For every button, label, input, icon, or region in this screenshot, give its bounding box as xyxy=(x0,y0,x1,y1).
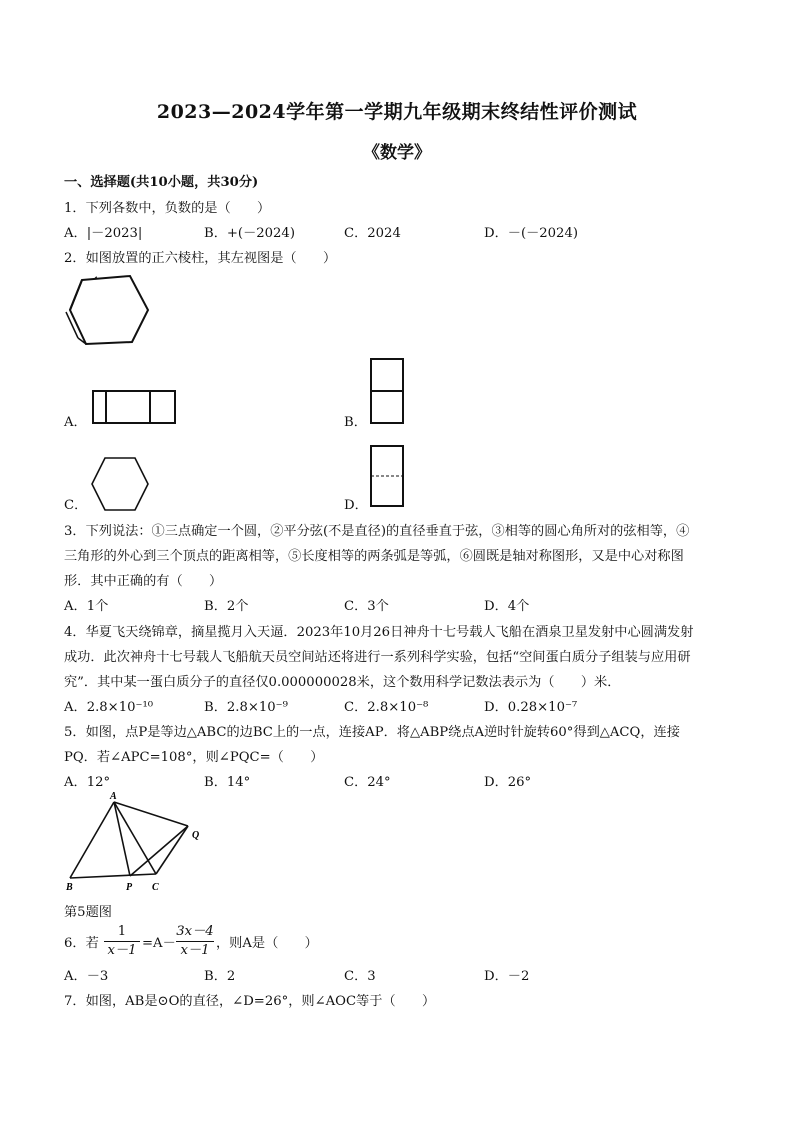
q2-option-a: A． xyxy=(64,415,87,430)
q2-option-d: D． xyxy=(344,498,368,513)
q6-option-b: B．2 xyxy=(204,969,236,984)
exam-title: 2023—2024学年第一学期九年级期末终结性评价测试 xyxy=(156,101,638,123)
q1-option-b: B．+(－2024) xyxy=(204,226,295,241)
q1-option-d: D．－(－2024) xyxy=(484,226,578,241)
q6-middle: =A－ xyxy=(142,936,176,951)
q6-fraction-1 xyxy=(104,924,140,959)
q5-line-1: 5．如图，点P是等边△ABC的边BC上的一点，连接AP．将△ABP绕点A逆时针旋转60°得到△ACQ，连接 xyxy=(64,725,680,740)
q6-fraction-2 xyxy=(176,924,214,959)
q3-option-a: A．1个 xyxy=(64,599,109,614)
q4-option-d: D．0.28×10⁻⁷ xyxy=(484,700,578,715)
hex-prism-figure xyxy=(62,272,154,352)
q5-option-d: D．26° xyxy=(484,775,532,790)
q2-option-d-figure xyxy=(370,445,404,507)
subject-title: 《数学》 xyxy=(363,143,431,163)
q2-option-c-figure xyxy=(90,456,150,512)
q5-option-b: B．14° xyxy=(204,775,251,790)
q6-fraction-2-denominator: x－1 xyxy=(180,943,210,958)
q6-prefix: 6．若 xyxy=(64,936,99,951)
q6-fraction-1-denominator: x－1 xyxy=(107,943,137,958)
q2-option-c: C． xyxy=(64,498,88,513)
q6-fraction-1-bar xyxy=(104,941,140,942)
q6-option-c: C．3 xyxy=(344,969,376,984)
q1-stem: 1．下列各数中，负数的是（ ） xyxy=(64,201,271,216)
q2-stem: 2．如图放置的正六棱柱，其左视图是（ ） xyxy=(64,251,337,266)
q2-option-b-figure xyxy=(370,358,404,424)
q3-line-2: 三角形的外心到三个顶点的距离相等，⑤长度相等的两条弧是等弧，⑥圆既是轴对称图形，又是中心对称图 xyxy=(64,549,684,564)
q4-option-b: B．2.8×10⁻⁹ xyxy=(204,700,288,715)
q4-line-3: 究”．其中某一蛋白质分子的直径仅0.000000028米，这个数用科学记数法表示为（ ）米． xyxy=(64,675,621,690)
q4-line-1: 4．华夏飞天绕锦章，摘星揽月入天逼．2023年10月26日神舟十七号载人飞船在酒泉卫星发射中心圆满发射 xyxy=(64,625,694,640)
q5-label-c: C xyxy=(152,882,159,893)
q1-option-a: A．|－2023| xyxy=(64,226,143,241)
q3-option-c: C．3个 xyxy=(344,599,389,614)
q5-line-2: PQ．若∠APC=108°，则∠PQC=（ ） xyxy=(64,750,324,765)
q6-option-a: A．－3 xyxy=(64,969,109,984)
q4-line-2: 成功．此次神舟十七号载人飞船航天员空间站还将进行一系列科学实验，包括“空间蛋白质分子组装与应用研 xyxy=(64,650,691,665)
q4-option-c: C．2.8×10⁻⁸ xyxy=(344,700,429,715)
q6-suffix: ，则A是（ ） xyxy=(216,936,318,951)
q5-triangle-figure xyxy=(62,791,212,894)
q3-line-1: 3．下列说法：①三点确定一个圆，②平分弦(不是直径)的直径垂直于弦，③相等的圆心角所对的弦相等，④ xyxy=(64,524,690,539)
q3-line-3: 形．其中正确的有（ ） xyxy=(64,574,223,589)
q5-option-a: A．12° xyxy=(64,775,111,790)
q5-figure-caption: 第5题图 xyxy=(64,905,112,920)
q3-option-b: B．2个 xyxy=(204,599,249,614)
q6-fraction-2-bar xyxy=(176,941,214,942)
q7-stem: 7．如图，AB是⊙O的直径，∠D=26°，则∠AOC等于（ ） xyxy=(64,994,436,1009)
q2-option-b: B． xyxy=(344,415,367,430)
q5-label-b: B xyxy=(66,882,73,893)
q5-option-c: C．24° xyxy=(344,775,391,790)
q3-option-d: D．4个 xyxy=(484,599,530,614)
q6-fraction-1-numerator: 1 xyxy=(117,924,127,939)
q5-label-q: Q xyxy=(192,830,200,841)
q2-option-a-figure xyxy=(92,390,176,424)
q4-option-a: A．2.8×10⁻¹⁰ xyxy=(64,700,154,715)
q5-label-p: P xyxy=(126,882,133,893)
q6-option-d: D．－2 xyxy=(484,969,530,984)
q6-fraction-2-numerator: 3x－4 xyxy=(176,924,214,939)
q5-label-a: A xyxy=(110,791,117,802)
q1-option-c: C．2024 xyxy=(344,226,401,241)
section-heading: 一、选择题(共10小题，共30分) xyxy=(64,175,259,190)
